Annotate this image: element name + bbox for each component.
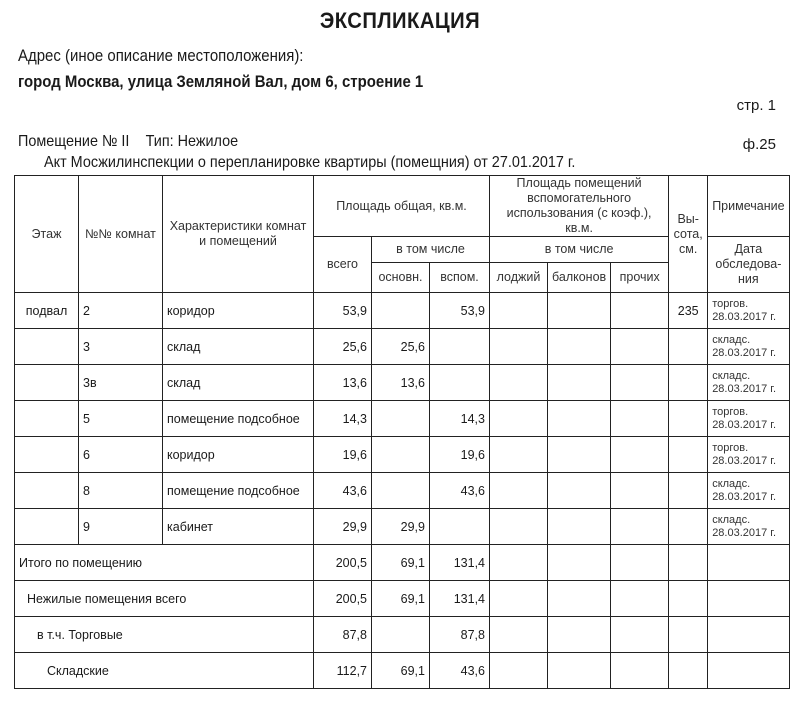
total-area-cell: 53,9	[314, 293, 372, 329]
note-type: торгов.	[712, 441, 749, 454]
empty-cell	[708, 617, 789, 653]
survey-date: 28.03.2017 г.	[712, 382, 777, 395]
main-area-cell: 25,6	[372, 329, 430, 365]
height-cell	[669, 365, 708, 401]
page-number: стр. 1	[736, 97, 776, 114]
main-area-cell: 29,9	[372, 509, 430, 545]
empty-cell	[548, 617, 611, 653]
aux-area-cell	[430, 509, 490, 545]
table-row	[15, 509, 790, 545]
summary-aux-cell: 43,6	[430, 653, 490, 689]
empty-cell	[669, 617, 708, 653]
header-main: основн.	[372, 263, 430, 293]
note-cell	[708, 509, 789, 545]
empty-cell	[669, 545, 708, 581]
other-cell	[611, 509, 669, 545]
header-total: всего	[314, 237, 372, 293]
empty-cell	[490, 653, 548, 689]
floor-cell	[15, 437, 79, 473]
note-cell	[708, 365, 789, 401]
note-cell	[708, 329, 789, 365]
survey-date: 28.03.2017 г.	[712, 310, 777, 323]
survey-date: 28.03.2017 г.	[712, 418, 777, 431]
main-area-cell	[372, 293, 430, 329]
loggia-cell	[490, 437, 548, 473]
height-cell	[669, 473, 708, 509]
main-area-cell	[372, 473, 430, 509]
room-name-cell: коридор	[163, 437, 314, 473]
act-reference: Акт Мосжилинспекции о перепланировке квартиры (помещния) от 27.01.2017 г.	[44, 154, 576, 171]
note-cell	[708, 437, 789, 473]
other-cell	[611, 293, 669, 329]
room-number-cell: 8	[79, 473, 163, 509]
summary-main-cell: 69,1	[372, 581, 430, 617]
empty-cell	[548, 653, 611, 689]
floor-cell	[15, 329, 79, 365]
summary-label: Складские	[15, 653, 314, 689]
height-cell	[669, 437, 708, 473]
room-name-cell: помещение подсобное	[163, 473, 314, 509]
empty-cell	[669, 581, 708, 617]
empty-cell	[611, 581, 669, 617]
summary-total-cell: 200,5	[314, 545, 372, 581]
room-number-cell: 6	[79, 437, 163, 473]
room-type: Тип: Нежилое	[145, 133, 239, 150]
header-other: прочих	[611, 263, 669, 293]
balcony-cell	[548, 365, 611, 401]
table-row	[15, 365, 790, 401]
loggia-cell	[490, 365, 548, 401]
summary-main-cell: 69,1	[372, 545, 430, 581]
room-name-cell: кабинет	[163, 509, 314, 545]
empty-cell	[490, 545, 548, 581]
summary-row	[15, 653, 790, 689]
summary-main-cell	[372, 617, 430, 653]
total-area-cell: 19,6	[314, 437, 372, 473]
other-cell	[611, 329, 669, 365]
note-type: складс.	[712, 477, 751, 490]
table-row	[15, 293, 790, 329]
summary-row	[15, 617, 790, 653]
total-area-cell: 43,6	[314, 473, 372, 509]
header-incl2: в том числе	[490, 237, 669, 263]
loggia-cell	[490, 509, 548, 545]
summary-aux-cell: 131,4	[430, 545, 490, 581]
loggia-cell	[490, 473, 548, 509]
other-cell	[611, 473, 669, 509]
table-row	[15, 437, 790, 473]
total-area-cell: 25,6	[314, 329, 372, 365]
summary-total-cell: 200,5	[314, 581, 372, 617]
header-height: Вы-сота, см.	[669, 176, 708, 293]
explication-table	[14, 175, 790, 689]
floor-cell	[15, 473, 79, 509]
balcony-cell	[548, 293, 611, 329]
summary-label: Нежилые помещения всего	[15, 581, 314, 617]
room-name-cell: коридор	[163, 293, 314, 329]
summary-label: в т.ч. Торговые	[15, 617, 314, 653]
document-title: ЭКСПЛИКАЦИЯ	[319, 8, 481, 33]
other-cell	[611, 365, 669, 401]
survey-date: 28.03.2017 г.	[712, 490, 777, 503]
loggia-cell	[490, 329, 548, 365]
header-aux: вспом.	[430, 263, 490, 293]
note-type: складс.	[712, 333, 751, 346]
balcony-cell	[548, 329, 611, 365]
note-type: торгов.	[712, 297, 749, 310]
height-cell: 235	[669, 293, 708, 329]
floor-cell	[15, 401, 79, 437]
header-characteristics: Характеристики комнат и помещений	[163, 176, 314, 293]
room-number-cell: 5	[79, 401, 163, 437]
survey-date: 28.03.2017 г.	[712, 454, 777, 467]
note-cell	[708, 401, 789, 437]
main-area-cell	[372, 437, 430, 473]
height-cell	[669, 329, 708, 365]
main-area-cell	[372, 401, 430, 437]
balcony-cell	[548, 437, 611, 473]
header-loggia: лоджий	[490, 263, 548, 293]
header-survey-date: Дата обследова-ния	[708, 237, 789, 293]
other-cell	[611, 401, 669, 437]
header-note: Примечание	[708, 176, 789, 237]
loggia-cell	[490, 293, 548, 329]
floor-cell	[15, 509, 79, 545]
address-label: Адрес (иное описание местоположения):	[18, 46, 304, 65]
header-aux-area: Площадь помещений вспомогательного использования (с коэф.), кв.м.	[490, 176, 669, 237]
header-total-area: Площадь общая, кв.м.	[314, 176, 490, 237]
height-cell	[669, 509, 708, 545]
balcony-cell	[548, 473, 611, 509]
table-row	[15, 329, 790, 365]
empty-cell	[611, 545, 669, 581]
floor-cell: подвал	[15, 293, 79, 329]
room-number-cell: 9	[79, 509, 163, 545]
empty-cell	[548, 545, 611, 581]
survey-date: 28.03.2017 г.	[712, 346, 777, 359]
empty-cell	[611, 617, 669, 653]
aux-area-cell: 43,6	[430, 473, 490, 509]
room-number-cell: 2	[79, 293, 163, 329]
summary-main-cell: 69,1	[372, 653, 430, 689]
height-cell	[669, 401, 708, 437]
room-name-cell: склад	[163, 329, 314, 365]
summary-label: Итого по помещению	[15, 545, 314, 581]
address-value: город Москва, улица Земляной Вал, дом 6, строение 1	[18, 72, 424, 91]
empty-cell	[708, 581, 789, 617]
summary-aux-cell: 87,8	[430, 617, 490, 653]
note-cell	[708, 473, 789, 509]
header-balcony: балконов	[548, 263, 611, 293]
aux-area-cell	[430, 329, 490, 365]
room-name-cell: склад	[163, 365, 314, 401]
note-type: складс.	[712, 369, 751, 382]
empty-cell	[669, 653, 708, 689]
header-floor: Этаж	[15, 176, 79, 293]
room-info	[18, 133, 238, 151]
empty-cell	[490, 581, 548, 617]
note-type: торгов.	[712, 405, 749, 418]
room-name-cell: помещение подсобное	[163, 401, 314, 437]
aux-area-cell: 14,3	[430, 401, 490, 437]
room-number: Помещение № II	[18, 133, 130, 150]
summary-row	[15, 545, 790, 581]
form-number: ф.25	[742, 136, 776, 153]
header-incl: в том числе	[372, 237, 490, 263]
room-number-cell: 3	[79, 329, 163, 365]
empty-cell	[708, 653, 789, 689]
summary-total-cell: 112,7	[314, 653, 372, 689]
aux-area-cell: 53,9	[430, 293, 490, 329]
aux-area-cell	[430, 365, 490, 401]
note-cell	[708, 293, 789, 329]
total-area-cell: 13,6	[314, 365, 372, 401]
total-area-cell: 14,3	[314, 401, 372, 437]
empty-cell	[708, 545, 789, 581]
room-number-cell: 3в	[79, 365, 163, 401]
table-row	[15, 401, 790, 437]
total-area-cell: 29,9	[314, 509, 372, 545]
empty-cell	[490, 617, 548, 653]
empty-cell	[611, 653, 669, 689]
main-area-cell: 13,6	[372, 365, 430, 401]
header-rooms: №№ комнат	[79, 176, 163, 293]
table-row	[15, 473, 790, 509]
other-cell	[611, 437, 669, 473]
empty-cell	[548, 581, 611, 617]
note-type: складс.	[712, 513, 751, 526]
balcony-cell	[548, 509, 611, 545]
aux-area-cell: 19,6	[430, 437, 490, 473]
balcony-cell	[548, 401, 611, 437]
summary-total-cell: 87,8	[314, 617, 372, 653]
survey-date: 28.03.2017 г.	[712, 526, 777, 539]
summary-aux-cell: 131,4	[430, 581, 490, 617]
loggia-cell	[490, 401, 548, 437]
floor-cell	[15, 365, 79, 401]
summary-row	[15, 581, 790, 617]
